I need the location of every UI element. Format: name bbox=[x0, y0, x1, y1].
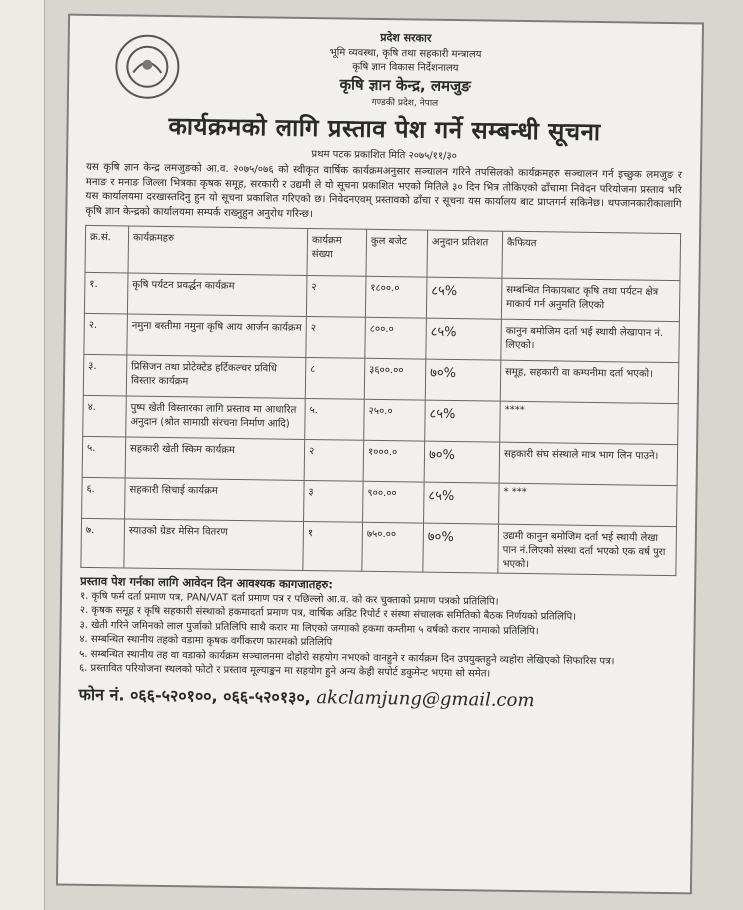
cell-count: २ bbox=[304, 439, 364, 481]
list-item: २. कृषक समूह र कृषि सहकारी संस्थाको हकमादर्ता प्रमाण पत्र, वार्षिक अडिट रिपोर्ट र संस्था संचालक समितिको बैठक निर्णयको प्रतिलिपि। bbox=[79, 605, 577, 624]
documents-heading: प्रस्ताव पेश गर्नका लागि आवेदन दिन आवश्यक कागजातहरु: bbox=[80, 573, 334, 592]
header-count: कार्यक्रम संख्या bbox=[307, 228, 367, 276]
list-item: ६. प्रस्तावित परियोजना स्थलको फोटो र प्रस्ताव मूल्याङ्कन मा सहयोग हुने अन्य केही सपोर्ट डकुमेन्ट भएमा सो समेत। bbox=[78, 662, 491, 680]
cell-sn: २. bbox=[84, 313, 128, 355]
header-program: कार्यक्रमहरु bbox=[128, 226, 308, 275]
notice-title: कार्यक्रमको लागि प्रस्ताव पेश गर्ने सम्बन्धी सूचना bbox=[168, 112, 601, 147]
header-line3: कृषि ज्ञान विकास निर्देशनालय bbox=[352, 61, 459, 75]
header-subsidy: अनुदान प्रतिशत bbox=[427, 230, 503, 278]
cell-remarks: उद्यमी कानुन बमोजिम दर्ता भई स्थायी लेखा पान नं.लिएको संस्था दर्ता भएको एक वर्ष पुरा भएको। bbox=[498, 524, 677, 575]
cell-budget: ९००.०० bbox=[363, 481, 425, 523]
cell-sn: १. bbox=[84, 272, 128, 314]
cell-program: सहकारी खेती स्किम कार्यक्रम bbox=[125, 437, 305, 480]
cell-budget: १०००.० bbox=[363, 440, 425, 482]
cell-sn: ४. bbox=[83, 395, 127, 437]
cell-subsidy: ७०% bbox=[423, 523, 499, 573]
header-remarks: कैफियत bbox=[502, 231, 681, 280]
cell-program: नमुना बस्तीमा नमुना कृषि आय आर्जन कार्यक्रम bbox=[127, 314, 307, 357]
cell-subsidy: ८५% bbox=[426, 277, 502, 319]
cell-sn: ६. bbox=[82, 477, 126, 519]
list-item: ५. सम्बन्धित स्थानीय तह वा वडाको कार्यक्रम सञ्चालनमा दोहोरो सहयोग नभएको वानहुने र कार्यक्रम दिन उपयुक्तहुने व्यहोरा लेखिएको सिफारिस पत्र। bbox=[79, 648, 615, 667]
cell-budget: ८००.० bbox=[365, 317, 427, 359]
cell-program: पुष्प खेती विस्तारका लागि प्रस्ताव मा आधारित अनुदान (श्रोत सामाग्री संरचना निर्माण आदि) bbox=[126, 396, 306, 439]
cell-budget: ३६००.०० bbox=[364, 358, 426, 400]
header-line2: भूमि व्यवस्था, कृषि तथा सहकारी मन्त्रालय bbox=[329, 47, 482, 61]
cell-budget: १८००.० bbox=[365, 276, 427, 318]
province-name: गण्डकी प्रदेश, नेपाल bbox=[371, 97, 439, 109]
program-table bbox=[80, 225, 681, 576]
cell-program: प्रिसिजन तथा प्रोटेक्टेड हर्टिकल्चर प्रविधि विस्तार कार्यक्रम bbox=[126, 355, 306, 398]
cell-subsidy: ८५% bbox=[426, 318, 502, 360]
cell-subsidy: ७०% bbox=[425, 359, 501, 401]
cell-remarks: कानुन बमोजिम दर्ता भई स्थायी लेखापान नं. लिएको। bbox=[501, 319, 680, 362]
table-row bbox=[81, 518, 677, 575]
cell-sn: ७. bbox=[81, 518, 125, 568]
cell-subsidy: ७०% bbox=[424, 441, 500, 483]
cell-count: ५. bbox=[305, 398, 365, 440]
cell-count: २ bbox=[306, 275, 366, 317]
cell-program: सहकारी सिचाई कार्यक्रम bbox=[125, 478, 305, 521]
cell-remarks: समूह, सहकारी वा कम्पनीमा दर्ता भएको। bbox=[500, 360, 679, 403]
publication-date: प्रथम पटक प्रकाशित मिति २०७५/११/३० bbox=[311, 149, 457, 163]
header-line1: प्रदेश सरकार bbox=[380, 30, 432, 45]
contact-email: akclamjung@gmail.com bbox=[316, 687, 535, 712]
intro-paragraph: यस कृषि ज्ञान केन्द्र लमजुङको आ.व. २०७५/०७६ को स्वीकृत वार्षिक कार्यक्रमअनुसार सञ्चालन गरिने तपसिलको कार्यक्रमहरु सञ्चालन गर्न इच्छुक लमजुङ र मनाङ र मनाङ जिल्ला भित्रका कृषक समूह, सरकारी र उद्यमी ले यो सूचना प्रकाशित भएको मितिले ३० दिन भित्र तोकिएको ढाँचामा निवेदन परियोजना प्रस्ताव भरि यस कार्यालयमा दरखास्तदिनु हुन यो सूचना प्रकाशित गरिएको छ। निवेदनएवम् प्रस्तावको ढाँचा र सूचना यस कार्यालय बाट प्राप्तगर्न सकिनेछ। थपजानकारीकालागि कृषि ज्ञान केन्द्रको कार्यालयमा सम्पर्क राख्नुहुन अनुरोध गरिन्छ। bbox=[85, 161, 682, 220]
notice-header bbox=[127, 26, 684, 112]
cell-program: स्याउको ग्रेडर मेसिन वितरण bbox=[124, 519, 304, 570]
office-name: कृषि ज्ञान केन्द्र, लमजुङ bbox=[339, 75, 471, 96]
cell-budget: ७५०.०० bbox=[362, 522, 424, 572]
documents-list bbox=[79, 590, 676, 684]
cell-count: २ bbox=[306, 316, 366, 358]
cell-count: ३ bbox=[304, 480, 364, 522]
table-header-row bbox=[85, 225, 681, 280]
cell-count: १ bbox=[303, 521, 363, 571]
cell-budget: २५०.० bbox=[364, 399, 426, 441]
adjacent-page-strip bbox=[0, 0, 45, 910]
list-item: ३. खेती गरिने जमिनको लाल पुर्जाको प्रतिलिपि साथै करार मा लिएको जग्गाको हकमा कम्तीमा ५ वर्षको करार नामाको प्रतिलिपि। bbox=[79, 619, 539, 638]
cell-count: ८ bbox=[305, 357, 365, 399]
cell-subsidy: ८५% bbox=[425, 400, 501, 442]
notice-panel bbox=[56, 14, 704, 895]
cell-remarks: सहकारी संघ संस्थाले मात्र भाग लिन पाउने। bbox=[499, 442, 678, 485]
list-item: १. कृषि फर्म दर्ता प्रमाण पत्र, PAN/VAT दर्ता प्रमाण पत्र र पछिल्लो आ.व. को कर चुक्ताको प्रमाण पत्रको प्रतिलिपि। bbox=[79, 590, 499, 608]
cell-remarks: **** bbox=[500, 401, 679, 444]
cell-remarks: सम्बन्धित निकायबाट कृषि तथा पर्यटन क्षेत्र माकार्य गर्न अनुमति लिएको bbox=[501, 278, 680, 321]
phone-numbers: फोन नं. ०६६-५२०१००, ०६६-५२०१३०, bbox=[78, 685, 311, 708]
list-item: ४. सम्बन्धित स्थानीय तहको वडामा कृषक वर्गीकरण फारमको प्रतिलिपि bbox=[79, 634, 333, 649]
header-budget: कुल बजेट bbox=[366, 229, 428, 277]
cell-program: कृषि पर्यटन प्रवर्द्धन कार्यक्रम bbox=[127, 273, 307, 316]
header-sn: क्र.सं. bbox=[85, 225, 129, 273]
cell-sn: ५. bbox=[82, 436, 126, 478]
contact-line bbox=[78, 683, 674, 713]
cell-sn: ३. bbox=[83, 354, 127, 396]
cell-subsidy: ८५% bbox=[424, 482, 500, 524]
cell-remarks: * *** bbox=[499, 483, 678, 526]
